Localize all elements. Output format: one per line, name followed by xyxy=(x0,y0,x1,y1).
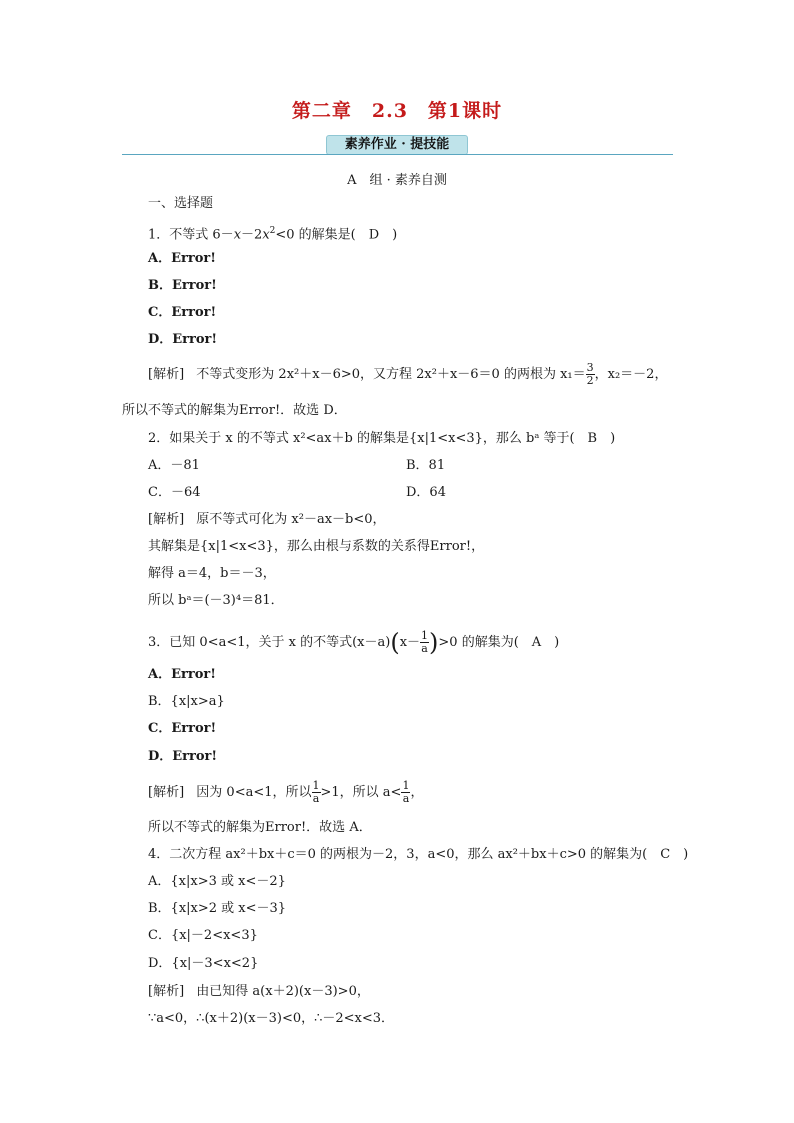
q4-option-d: D．{x|－3<x<2} xyxy=(148,956,259,971)
q3-option-b: B．{x|x>a} xyxy=(148,694,225,709)
q1-stem-part: －2 xyxy=(241,227,263,243)
fraction-1-over-a: $\frac{1}{a}$ xyxy=(312,779,320,805)
q2-option-a: A．－81 xyxy=(148,458,200,473)
question-4-stem: 4．二次方程 ax²＋bx＋c＝0 的两根为－2，3，a<0，那么 ax²＋bx＋c>0 的解集为( C ) xyxy=(148,847,689,862)
q3-stem-part-b: >0 的解集为( A ) xyxy=(438,635,560,650)
fraction-1-over-a: $\frac{1}{a}$ xyxy=(402,779,410,805)
fraction-1-over-a: $\frac{1}{a}$ xyxy=(421,629,429,655)
q4-option-b: B．{x|x>2 或 x<－3} xyxy=(148,901,287,916)
q4-option-c: C．{x|－2<x<3} xyxy=(148,928,258,943)
q3-analysis xyxy=(148,780,423,805)
q4-analysis-line-2: ∵a<0，∴(x＋2)(x－3)<0，∴－2<x<3． xyxy=(148,1011,395,1026)
analysis-tag: [解析] xyxy=(148,984,185,999)
q3-option-d: D．Error! xyxy=(148,749,218,764)
q1-stem-part: <0 的解集是( D ) xyxy=(275,227,398,243)
q4-analysis xyxy=(148,984,370,1000)
q1-analysis-line: 不等式变形为 2x²＋x－6>0，又方程 2x²＋x－6＝0 的两根为 x₁＝ xyxy=(196,367,586,382)
section-heading: 一、选择题 xyxy=(148,196,214,211)
page-title: 第二章 2.3 第1课时 xyxy=(291,100,503,122)
analysis-tag: [解析] xyxy=(148,785,185,800)
analysis-tag: [解析] xyxy=(148,512,185,527)
q3-stem-inner: x－ xyxy=(399,635,421,650)
q3-analysis-line-c: ， xyxy=(410,785,424,800)
section-banner: 素养作业 · 提技能 xyxy=(326,135,468,155)
q3-analysis-line-b: >1，所以 a< xyxy=(320,785,402,800)
q2-option-c: C．－64 xyxy=(148,485,201,500)
q1-option-a: A．Error! xyxy=(148,251,216,266)
q3-analysis-line: 因为 0<a<1，所以 xyxy=(196,785,312,800)
q2-option-d: D．64 xyxy=(406,485,446,500)
q3-option-c: C．Error! xyxy=(148,721,217,736)
header-divider xyxy=(122,154,673,155)
q1-var: x xyxy=(233,227,242,243)
analysis-tag: [解析] xyxy=(148,367,185,382)
q1-analysis-conclusion: 所以不等式的解集为Error!．故选 D． xyxy=(122,403,347,418)
q4-analysis-line: 由已知得 a(x＋2)(x－3)>0， xyxy=(196,984,370,999)
q2-analysis-line-2: 其解集是{x|1<x<3}，那么由根与系数的关系得Error!， xyxy=(148,539,485,554)
q2-analysis-line: 原不等式可化为 x²－ax－b<0， xyxy=(196,512,386,527)
question-2-stem: 2．如果关于 x 的不等式 x²<ax＋b 的解集是{x|1<x<3}，那么 bᵃ 等于( B ) xyxy=(148,431,616,446)
q3-analysis-conclusion: 所以不等式的解集为Error!．故选 A． xyxy=(148,820,372,835)
q3-option-a: A．Error! xyxy=(148,667,216,682)
q2-option-b: B．81 xyxy=(406,458,446,473)
q1-option-d: D．Error! xyxy=(148,332,218,347)
q1-analysis xyxy=(148,362,667,387)
q2-analysis xyxy=(148,512,386,528)
q1-option-c: C．Error! xyxy=(148,305,217,320)
fraction-3-over-2: $\frac{3}{2}$ xyxy=(586,361,594,387)
q2-analysis-line-4: 所以 bᵃ＝(－3)⁴＝81． xyxy=(148,593,284,608)
q2-analysis-line-3: 解得 a＝4，b＝－3， xyxy=(148,566,276,581)
question-1-stem: 1．不等式 $6-x-2x^2<0$ 的解集是( D ) xyxy=(148,226,398,243)
q3-stem-part: 3．已知 0<a<1，关于 x 的不等式(x－a) xyxy=(148,635,391,650)
group-title: A 组 · 素养自测 xyxy=(347,173,447,188)
question-3-stem: 3．已知 0<a<1，关于 x 的不等式(x－a)(x－ $\frac{1}{a}$ )>0 的解集为( A ) xyxy=(148,628,560,657)
q1-analysis-line-b: ，x₂＝－2， xyxy=(594,367,668,382)
q1-stem-part: 1．不等式 6－ xyxy=(148,227,234,243)
q4-option-a: A．{x|x>3 或 x<－2} xyxy=(148,874,286,889)
q1-option-b: B．Error! xyxy=(148,278,217,293)
